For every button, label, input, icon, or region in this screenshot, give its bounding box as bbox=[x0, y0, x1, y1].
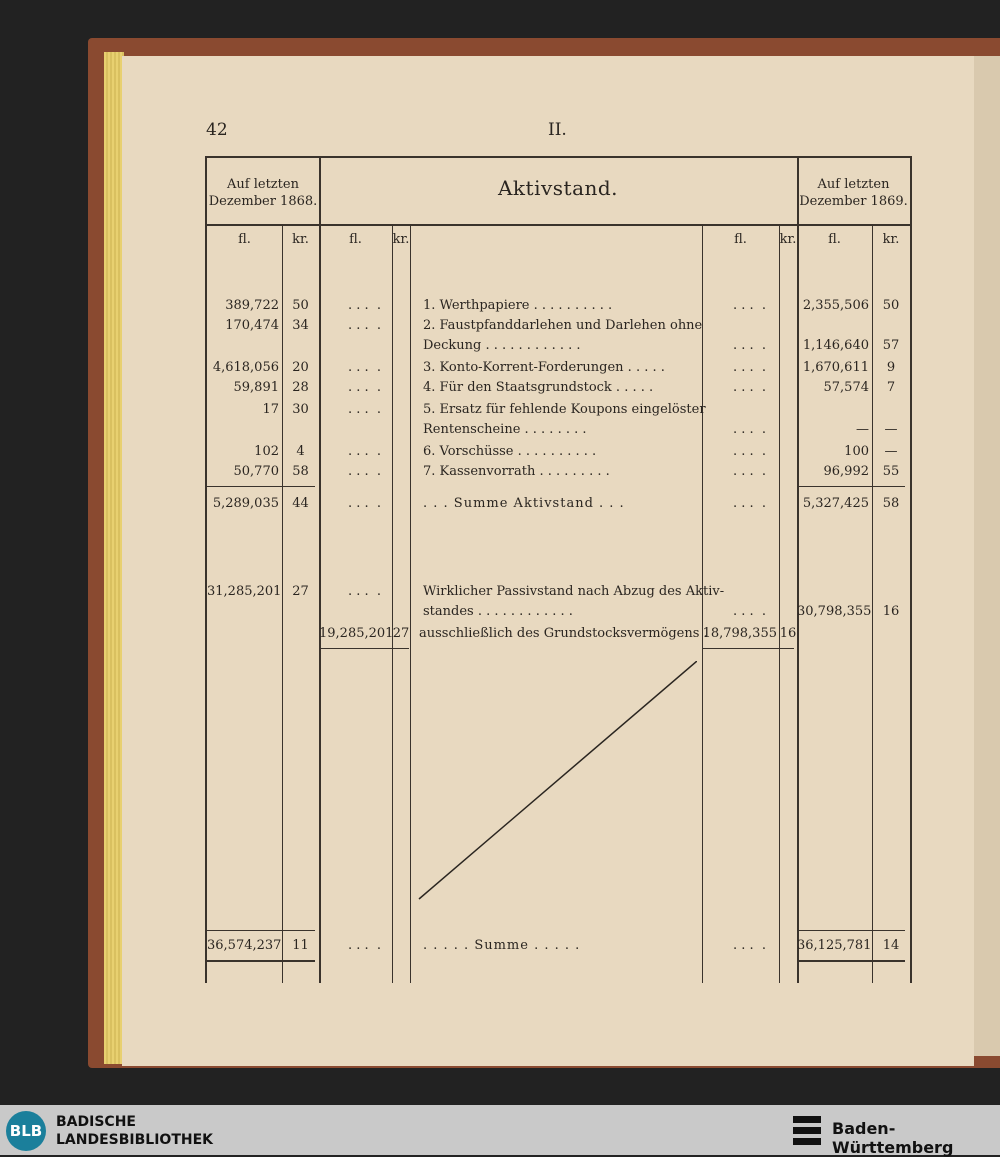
dots bbox=[319, 380, 410, 396]
col-rule bbox=[319, 158, 321, 983]
row-kr-1868: 4 bbox=[296, 444, 305, 459]
row-label: 5. Ersatz für fehlende Koupons eingelöster bbox=[423, 402, 706, 417]
dot-text: . bbox=[376, 464, 382, 479]
dots bbox=[702, 464, 797, 480]
col-rule bbox=[797, 158, 799, 983]
total-kr69: 14 bbox=[882, 938, 900, 953]
dots-text: . . . bbox=[347, 444, 369, 459]
dots bbox=[702, 938, 797, 954]
dot-text: . bbox=[376, 298, 382, 313]
row-fl-1868: 4,618,056 bbox=[212, 360, 279, 375]
header-1869 bbox=[797, 176, 910, 210]
row-fl-1869: — bbox=[856, 422, 869, 437]
row-kr-1869: 57 bbox=[882, 338, 900, 353]
dot-text: . bbox=[761, 422, 767, 437]
unit-fl: fl. bbox=[349, 232, 362, 247]
unit-kr: kr. bbox=[779, 232, 797, 247]
dot-text: . bbox=[761, 360, 767, 375]
header-rule bbox=[207, 224, 910, 226]
unit-fl: fl. bbox=[734, 232, 747, 247]
row-kr-1869: 55 bbox=[882, 464, 900, 479]
dot-text: . bbox=[761, 298, 767, 313]
sum-aktiv-kr69: 58 bbox=[882, 496, 900, 511]
dots bbox=[702, 380, 797, 396]
row-kr-1868: 20 bbox=[292, 360, 309, 375]
row-kr-1868: 34 bbox=[292, 318, 309, 333]
row-fl-1869: 1,670,611 bbox=[802, 360, 869, 375]
sum-aktiv-fl68: 5,289,035 bbox=[212, 496, 279, 511]
diagonal-strike bbox=[417, 661, 697, 901]
row-label: 7. Kassenvorrath . . . . . . . . . bbox=[423, 464, 610, 479]
library-name[interactable] bbox=[56, 1113, 213, 1149]
row-kr-1868: 28 bbox=[292, 380, 309, 395]
passiv-kr69: 16 bbox=[882, 604, 900, 619]
dot-text: . bbox=[761, 444, 767, 459]
header-1869-line2: Dezember 1869. bbox=[799, 194, 908, 209]
row-fl-1868: 17 bbox=[262, 402, 279, 417]
dots-text: . . . bbox=[347, 464, 369, 479]
total-fl69: 36,125,781 bbox=[797, 938, 872, 953]
col-rule bbox=[392, 226, 393, 983]
col-rule bbox=[282, 226, 283, 983]
sum-aktiv-fl69: 5,327,425 bbox=[802, 496, 869, 511]
dots bbox=[319, 584, 410, 600]
row-label: 1. Werthpapiere . . . . . . . . . . bbox=[423, 298, 613, 313]
dot-text: . bbox=[376, 938, 382, 953]
dots-text: . . . bbox=[347, 298, 369, 313]
dots bbox=[319, 360, 410, 376]
dots-text: . . . bbox=[347, 402, 369, 417]
row-fl-1868: 170,474 bbox=[225, 318, 279, 333]
row-fl-1869: 96,992 bbox=[823, 464, 869, 479]
row-kr-1869: 9 bbox=[886, 360, 896, 375]
passiv-kr68: 27 bbox=[292, 584, 309, 599]
library-name-line2: LANDESBIBLIOTHEK bbox=[56, 1132, 214, 1148]
dots-text: . . . bbox=[732, 338, 754, 353]
dot-text: . bbox=[761, 338, 767, 353]
unit-kr: kr. bbox=[292, 232, 309, 247]
total-rule bbox=[207, 930, 315, 931]
section-number: II. bbox=[548, 120, 567, 140]
library-name-line1: BADISCHE bbox=[56, 1114, 136, 1130]
row-label: Deckung . . . . . . . . . . . . bbox=[423, 338, 581, 353]
row-fl-1869: 100 bbox=[844, 444, 869, 459]
dot-text: . bbox=[376, 360, 382, 375]
dots-text: . . . bbox=[732, 380, 754, 395]
dot-text: . bbox=[376, 402, 382, 417]
sub-rule bbox=[702, 648, 794, 649]
blb-logo[interactable]: BLB bbox=[6, 1111, 46, 1151]
row-kr-1868: 50 bbox=[292, 298, 309, 313]
unit-kr: kr. bbox=[882, 232, 900, 247]
grundstock-fl68: 19,285,201 bbox=[319, 626, 394, 641]
row-fl-1869: 1,146,640 bbox=[802, 338, 869, 353]
dots bbox=[702, 444, 797, 460]
dot-text: . bbox=[376, 318, 382, 333]
dots bbox=[319, 318, 410, 334]
dot-text: . bbox=[761, 938, 767, 953]
dots-text: . . . bbox=[347, 938, 369, 953]
dot-text: . bbox=[761, 380, 767, 395]
dots-text: . . . bbox=[732, 298, 754, 313]
grundstock-label: ausschließlich des Grundstocksvermögens . bbox=[419, 626, 708, 641]
row-fl-1868: 389,722 bbox=[225, 298, 279, 313]
total-double-rule bbox=[207, 960, 315, 962]
lions-coat-of-arms-icon bbox=[790, 1113, 824, 1149]
dots-text: . . . bbox=[732, 604, 754, 619]
dots-text: . . . bbox=[732, 444, 754, 459]
dots bbox=[319, 938, 410, 954]
row-label: 3. Konto-Korrent-Forderungen . . . . . bbox=[423, 360, 665, 375]
sum-aktiv-label: . . . Summe Aktivstand . . . bbox=[423, 496, 625, 511]
row-fl-1868: 50,770 bbox=[233, 464, 279, 479]
row-fl-1868: 102 bbox=[254, 444, 279, 459]
row-kr-1869: 7 bbox=[886, 380, 896, 395]
dots-text: . . . bbox=[347, 496, 369, 511]
facing-page-edge bbox=[974, 56, 1000, 1056]
dots bbox=[702, 360, 797, 376]
dots bbox=[319, 444, 410, 460]
header-1868-line1: Auf letzten bbox=[227, 177, 299, 192]
total-fl68: 36,574,237 bbox=[207, 938, 282, 953]
sub-rule bbox=[319, 648, 409, 649]
dots bbox=[702, 298, 797, 314]
row-label: 6. Vorschüsse . . . . . . . . . . bbox=[423, 444, 597, 459]
dots-text: . . . bbox=[732, 360, 754, 375]
total-kr68: 11 bbox=[292, 938, 309, 953]
header-1868 bbox=[207, 176, 319, 210]
page-number: 42 bbox=[206, 120, 228, 140]
dots-text: . . . bbox=[732, 464, 754, 479]
header-aktivstand: Aktivstand. bbox=[497, 176, 619, 200]
header-1868-line2: Dezember 1868. bbox=[208, 194, 318, 209]
dots bbox=[319, 402, 410, 418]
dot-text: . bbox=[761, 604, 767, 619]
row-kr-1869: — bbox=[884, 444, 898, 459]
row-kr-1868: 30 bbox=[292, 402, 309, 417]
unit-fl: fl. bbox=[828, 232, 841, 247]
dot-text: . bbox=[376, 444, 382, 459]
row-fl-1869: 57,574 bbox=[823, 380, 869, 395]
row-label: Rentenscheine . . . . . . . . bbox=[423, 422, 587, 437]
grundstock-kr69: 16 bbox=[779, 626, 797, 641]
passiv-fl68: 31,285,201 bbox=[207, 584, 282, 599]
total-rule bbox=[797, 930, 905, 931]
sum-rule bbox=[207, 486, 315, 487]
dot-text: . bbox=[376, 584, 382, 599]
passiv-label-2: standes . . . . . . . . . . . . bbox=[423, 604, 573, 619]
row-kr-1868: 58 bbox=[292, 464, 309, 479]
header-1869-line1: Auf letzten bbox=[817, 177, 890, 192]
dots bbox=[702, 496, 797, 512]
dots bbox=[702, 422, 797, 438]
dot-text: . bbox=[761, 464, 767, 479]
row-fl-1869: 2,355,506 bbox=[802, 298, 869, 313]
passiv-fl69: 30,798,355 bbox=[797, 604, 872, 619]
dots-text: . . . bbox=[347, 318, 369, 333]
dots-text: . . . bbox=[347, 360, 369, 375]
dot-text: . bbox=[376, 496, 382, 511]
dots bbox=[319, 464, 410, 480]
row-fl-1868: 59,891 bbox=[233, 380, 279, 395]
dot-text: . bbox=[376, 380, 382, 395]
dots bbox=[319, 496, 410, 512]
row-kr-1869: 50 bbox=[882, 298, 900, 313]
dots bbox=[702, 338, 797, 354]
dots-text: . . . bbox=[732, 938, 754, 953]
accounts-table bbox=[205, 156, 912, 983]
passiv-label-1: Wirklicher Passivstand nach Abzug des Aktiv- bbox=[423, 584, 725, 599]
unit-fl: fl. bbox=[238, 232, 251, 247]
row-label: 2. Faustpfanddarlehen und Darlehen ohne bbox=[423, 318, 703, 333]
col-rule bbox=[410, 226, 411, 983]
total-double-rule bbox=[797, 960, 905, 962]
sum-rule bbox=[797, 486, 905, 487]
sum-aktiv-kr68: 44 bbox=[292, 496, 309, 511]
total-label: . . . . . Summe . . . . . bbox=[423, 938, 581, 953]
footer-bar bbox=[0, 1105, 1000, 1155]
dots bbox=[702, 604, 797, 620]
dots-text: . . . bbox=[732, 422, 754, 437]
dot-text: . bbox=[761, 496, 767, 511]
dots bbox=[319, 298, 410, 314]
row-kr-1869: — bbox=[884, 422, 898, 437]
dots-text: . . . bbox=[347, 380, 369, 395]
row-label: 4. Für den Staatsgrundstock . . . . . bbox=[423, 380, 654, 395]
state-name[interactable]: Baden-Württemberg bbox=[832, 1119, 954, 1157]
dots-text: . . . bbox=[347, 584, 369, 599]
unit-kr: kr. bbox=[392, 232, 410, 247]
page-edges bbox=[104, 52, 124, 1064]
grundstock-kr68: 27 bbox=[392, 626, 410, 641]
dots-text: . . . bbox=[732, 496, 754, 511]
grundstock-fl69: 18,798,355 bbox=[702, 626, 777, 641]
